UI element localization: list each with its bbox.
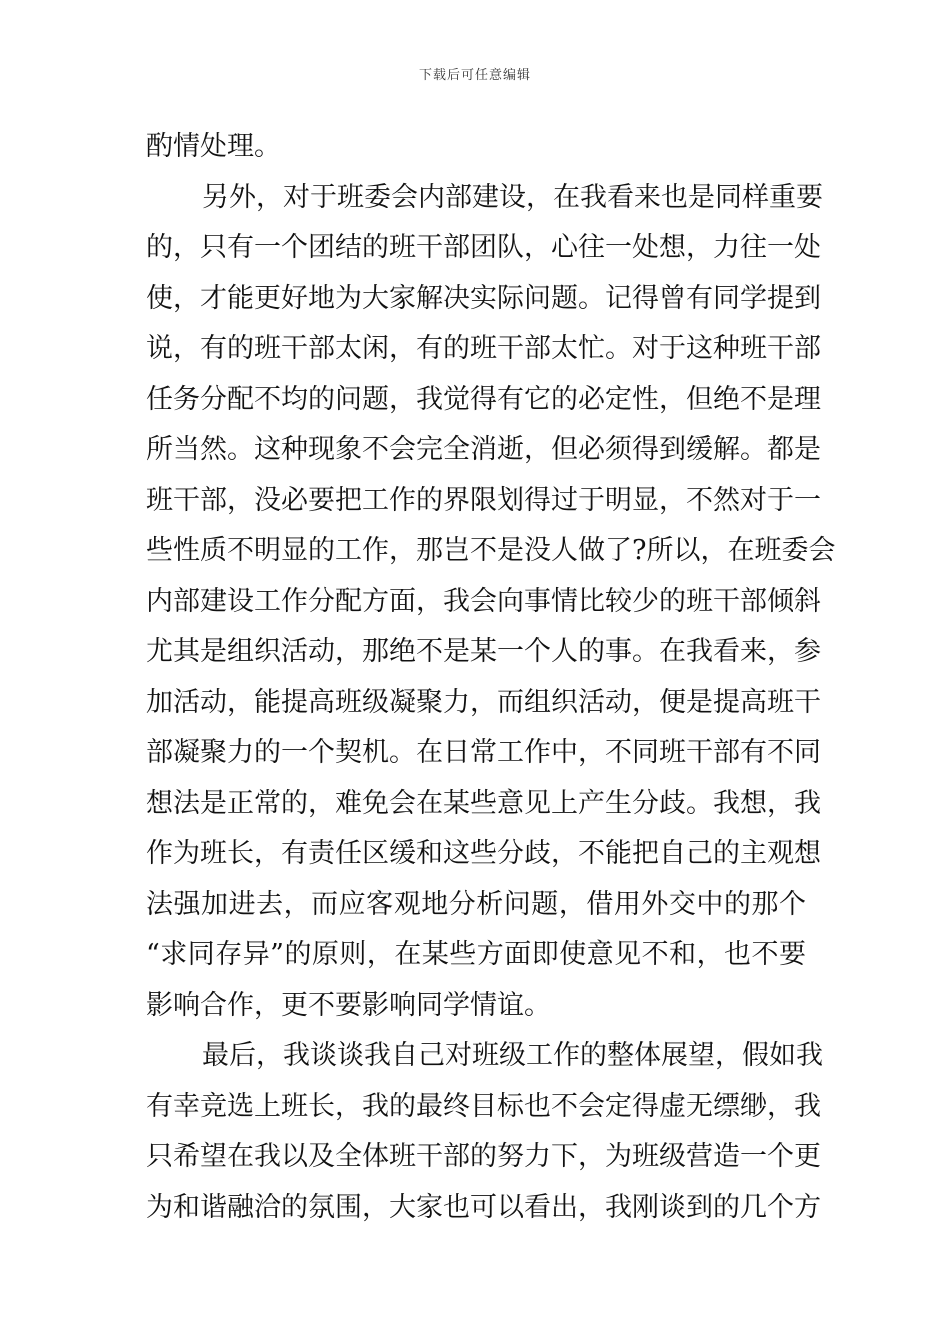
text-line: 法强加进去，而应客观地分析问题，借用外交中的那个 bbox=[146, 888, 806, 920]
text-line: 加活动，能提高班级凝聚力，而组织活动，便是提高班干 bbox=[146, 686, 821, 718]
text-line: 说，有的班干部太闲，有的班干部太忙。对于这种班干部 bbox=[146, 333, 821, 364]
text-line: 作为班长，有责任区缓和这些分歧，不能把自己的主观想 bbox=[146, 838, 821, 869]
text-line: 任务分配不均的问题，我觉得有它的必定性，但绝不是理 bbox=[146, 383, 821, 415]
text-line: 使，才能更好地为大家解决实际问题。记得曾有同学提到 bbox=[146, 282, 821, 314]
text-line: 尤其是组织活动，那绝不是某一个人的事。在我看来，参 bbox=[146, 636, 821, 667]
text-line: 为和谐融洽的氛围，大家也可以看出，我刚谈到的几个方 bbox=[146, 1191, 821, 1223]
text-line: 内部建设工作分配方面，我会向事情比较少的班干部倾斜 bbox=[146, 585, 821, 617]
paragraph-first-line: 最后，我谈谈我自己对班级工作的整体展望，假如我 bbox=[202, 1040, 823, 1071]
text-line: “求同存异”的原则，在某些方面即使意见不和，也不要 bbox=[146, 939, 806, 970]
text-line: 酌情处理。 bbox=[146, 131, 281, 162]
paragraph-first-line: 另外，对于班委会内部建设，在我看来也是同样重要 bbox=[202, 181, 823, 213]
text-line: 部凝聚力的一个契机。在日常工作中，不同班干部有不同 bbox=[146, 737, 821, 768]
document-body bbox=[146, 122, 836, 1233]
text-line: 有幸竞选上班长，我的最终目标也不会定得虚无缥缈，我 bbox=[146, 1090, 821, 1122]
text-line: 所当然。这种现象不会完全消逝，但必须得到缓解。都是 bbox=[146, 434, 821, 465]
text-line: 想法是正常的，难免会在某些意见上产生分歧。我想，我 bbox=[146, 787, 821, 819]
text-line: 班干部，没必要把工作的界限划得过于明显，不然对于一 bbox=[146, 484, 821, 516]
text-line: 影响合作，更不要影响同学情谊。 bbox=[146, 989, 551, 1021]
page-header: 下载后可任意编辑 bbox=[418, 68, 531, 83]
text-line: 的，只有一个团结的班干部团队，心往一处想，力往一处 bbox=[146, 232, 821, 263]
text-line: 些性质不明显的工作，那岂不是没人做了?所以，在班委会 bbox=[146, 535, 836, 566]
text-line: 只希望在我以及全体班干部的努力下，为班级营造一个更 bbox=[146, 1141, 821, 1172]
